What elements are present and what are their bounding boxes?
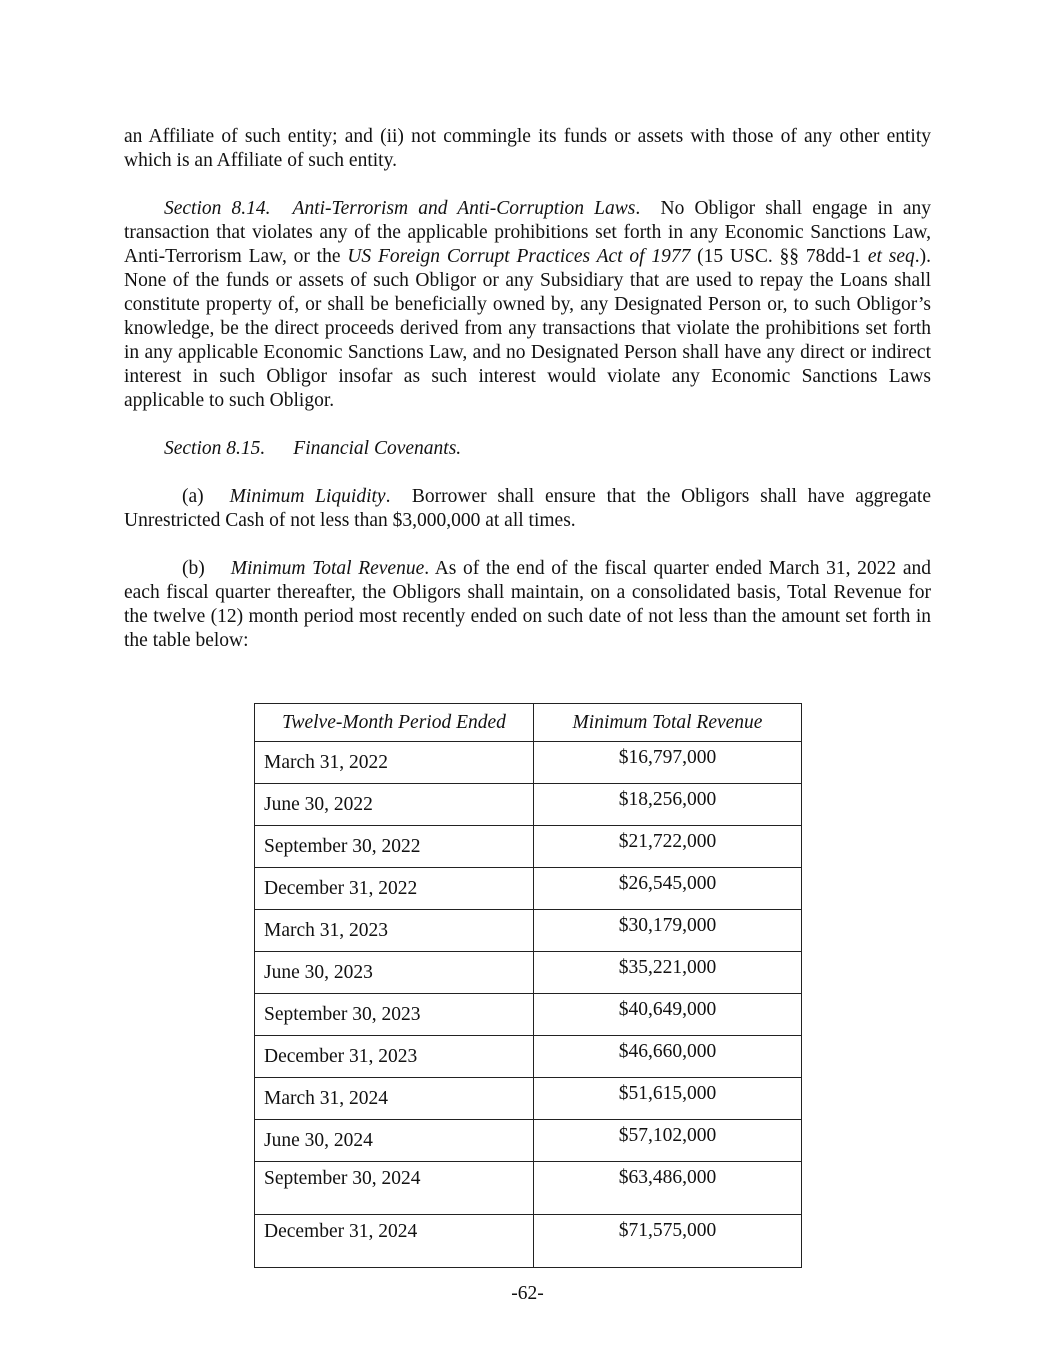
- header-period: Twelve-Month Period Ended: [255, 704, 534, 742]
- revenue-cell: $35,221,000: [534, 952, 802, 994]
- section-8-15-heading: Financial Covenants.: [293, 438, 462, 459]
- table-row: [255, 994, 802, 1036]
- section-8-15-number: Section 8.15.: [164, 438, 266, 459]
- period-cell: June 30, 2023: [255, 952, 534, 994]
- table-header-row: [255, 704, 802, 742]
- period-cell: March 31, 2024: [255, 1078, 534, 1120]
- period-cell: September 30, 2023: [255, 994, 534, 1036]
- revenue-cell: $40,649,000: [534, 994, 802, 1036]
- table-row: [255, 868, 802, 910]
- table-row: [255, 1120, 802, 1162]
- paragraph-a: (a) Minimum Liquidity. Borrower shall ensure that the Obligors shall have aggregate Unrestricted Cash of not less than $3,000,000 at all times.: [124, 486, 931, 531]
- period-cell: June 30, 2024: [255, 1120, 534, 1162]
- period-cell: December 31, 2024: [255, 1215, 534, 1268]
- revenue-cell: $16,797,000: [534, 742, 802, 784]
- table-row: [255, 1036, 802, 1078]
- paragraph-continuation: an Affiliate of such entity; and (ii) not commingle its funds or assets with those of any other entity which is an Affiliate of such entity.: [124, 126, 931, 171]
- paragraph-a-text: Borrower shall ensure that the Obligors shall have aggregate Unrestricted Cash of not less than $3,000,000 at all times.: [124, 486, 931, 531]
- table-row: [255, 910, 802, 952]
- paragraph-b: (b) Minimum Total Revenue. As of the end of the fiscal quarter ended March 31, 2022 and each fiscal quarter thereafter, the Obligors shall maintain, on a consolidated basis, Total Revenue for the twelve (12) month period most recently ended on such date of not less than the amount set forth in the table below:: [124, 558, 931, 651]
- period-cell: December 31, 2022: [255, 868, 534, 910]
- section-8-14-text-c: .). None of the funds or assets of such Obligor or any Subsidiary that are used to repay the Loans shall constitute property of, or shall be beneficially owned by, any Designated Person or, to such Obligor’s knowledge, be the direct proceeds derived from any transactions that violate the prohibitions set forth in any applicable Economic Sanctions Law, and no Designated Person shall have any direct or indirect interest in such Obligor insofar as such interest would violate any Economic Sanctions Laws applicable to such Obligor.: [124, 246, 932, 411]
- revenue-cell: $51,615,000: [534, 1078, 802, 1120]
- table-row: [255, 742, 802, 784]
- revenue-cell: $71,575,000: [534, 1215, 802, 1268]
- page-number: -62-: [511, 1283, 544, 1304]
- revenue-table: [254, 703, 802, 1268]
- table-row: [255, 784, 802, 826]
- section-8-14-heading: Anti-Terrorism and Anti-Corruption Laws: [292, 198, 636, 219]
- fcpa-act-title: US Foreign Corrupt Practices Act of 1977: [347, 246, 691, 267]
- period-cell: December 31, 2023: [255, 1036, 534, 1078]
- revenue-cell: $63,486,000: [534, 1162, 802, 1215]
- paragraph-b-text: As of the end of the fiscal quarter ended March 31, 2022 and each fiscal quarter thereafter, the Obligors shall maintain, on a consolidated basis, Total Revenue for the twelve (12) month period most recently ended on such date of not less than the amount set forth in the table below:: [124, 558, 931, 651]
- paragraph-b-heading: Minimum Total Revenue: [230, 558, 425, 579]
- table-row: [255, 1162, 802, 1215]
- section-8-14-text-a: No Obligor shall engage in any transaction that violates any of the applicable prohibitions set forth in any Economic Sanctions Law, Anti-Terrorism Law, or the: [124, 198, 931, 267]
- revenue-cell: $18,256,000: [534, 784, 802, 826]
- table-row: [255, 1215, 802, 1268]
- revenue-cell: $26,545,000: [534, 868, 802, 910]
- et-seq: et seq: [867, 246, 915, 267]
- paragraph-b-label: (b): [182, 558, 205, 579]
- table-row: [255, 952, 802, 994]
- paragraph-a-label: (a): [182, 486, 204, 507]
- section-8-14: Section 8.14. Anti-Terrorism and Anti-Corruption Laws. No Obligor shall engage in any transaction that violates any of the applicable prohibitions set forth in any Economic Sanctions Law, Anti-Terrorism Law, or the US Foreign Corrupt Practices Act of 1977 (15 USC. §§ 78dd-1 et seq.). None of the funds or assets of such Obligor or any Subsidiary that are used to repay the Loans shall constitute property of, or shall be beneficially owned by, any Designated Person or, to such Obligor’s knowledge, be the direct proceeds derived from any transactions that violate the prohibitions set forth in any applicable Economic Sanctions Law, and no Designated Person shall have any direct or indirect interest in such Obligor insofar as such interest would violate any Economic Sanctions Laws applicable to such Obligor.: [124, 198, 932, 411]
- period-cell: September 30, 2024: [255, 1162, 534, 1215]
- section-8-14-number: Section 8.14.: [164, 198, 271, 219]
- period-cell: March 31, 2023: [255, 910, 534, 952]
- period-cell: June 30, 2022: [255, 784, 534, 826]
- document-body: [124, 125, 931, 653]
- section-8-14-text-b: (15 USC. §§ 78dd-1: [697, 246, 862, 267]
- header-revenue: Minimum Total Revenue: [534, 704, 802, 742]
- period-cell: March 31, 2022: [255, 742, 534, 784]
- table-row: [255, 826, 802, 868]
- table-row: [255, 1078, 802, 1120]
- period-cell: September 30, 2022: [255, 826, 534, 868]
- revenue-cell: $46,660,000: [534, 1036, 802, 1078]
- revenue-cell: $30,179,000: [534, 910, 802, 952]
- revenue-cell: $21,722,000: [534, 826, 802, 868]
- paragraph-a-heading: Minimum Liquidity: [229, 486, 386, 507]
- revenue-cell: $57,102,000: [534, 1120, 802, 1162]
- section-8-15: [124, 437, 931, 461]
